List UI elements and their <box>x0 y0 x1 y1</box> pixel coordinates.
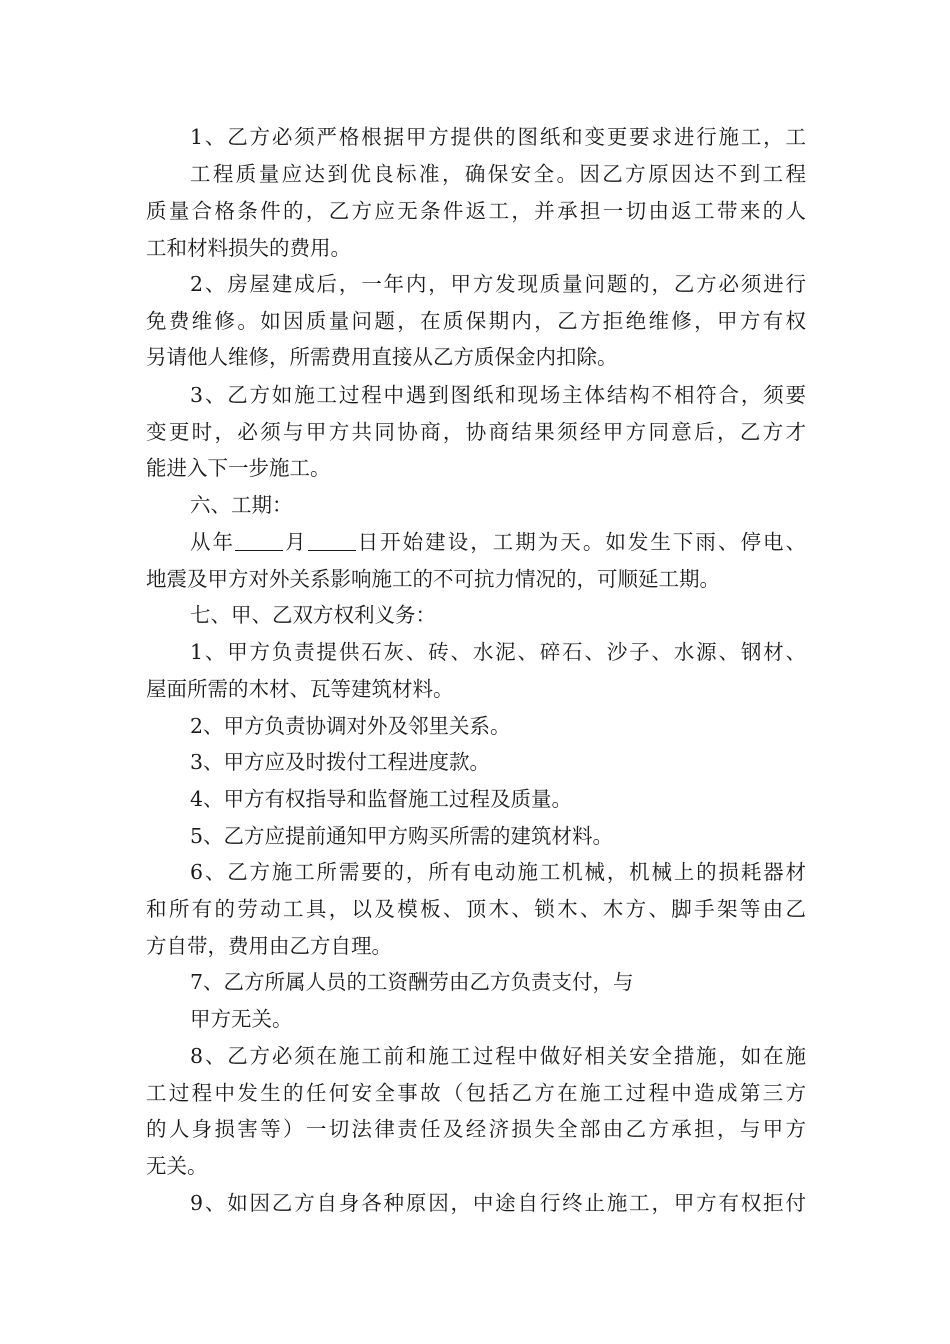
text-line: 和所有的劳动工具，以及模板、顶木、锁木、木方、脚手架等由乙 <box>146 897 806 921</box>
text-line: 6、乙方施工所需要的，所有电动施工机械，机械上的损耗器材 <box>190 860 806 884</box>
text-fragment: 月 <box>283 530 308 554</box>
text-line: 工程质量应达到优良标准，确保安全。因乙方原因达不到工程 <box>190 162 806 186</box>
text-line-with-blanks <box>190 527 806 557</box>
blank-field <box>308 530 356 551</box>
text-line: 7、乙方所属人员的工资酬劳由乙方负责支付，与 <box>190 970 634 994</box>
text-line: 1、乙方必须严格根据甲方提供的图纸和变更要求进行施工，工 <box>190 125 806 149</box>
text-line: 4、甲方有权指导和监督施工过程及质量。 <box>190 787 573 811</box>
text-line: 8、乙方必须在施工前和施工过程中做好相关安全措施，如在施 <box>190 1044 806 1068</box>
text-fragment: 日开始建设，工期为天。如发生下雨、停电、 <box>355 530 807 554</box>
text-line: 3、甲方应及时拨付工程进度款。 <box>190 750 491 774</box>
text-line: 2、房屋建成后，一年内，甲方发现质量问题的，乙方必须进行 <box>190 272 806 296</box>
blank-field <box>235 530 283 551</box>
text-line: 的人身损害等）一切法律责任及经济损失全部由乙方承担，与甲方 <box>146 1117 806 1141</box>
text-line: 工和材料损失的费用。 <box>146 236 351 260</box>
text-line: 免费维修。如因质量问题，在质保期内，乙方拒绝维修，甲方有权 <box>146 309 806 333</box>
text-line: 工过程中发生的任何安全事故（包括乙方在施工过程中造成第三方 <box>146 1081 806 1105</box>
section-heading: 七、甲、乙双方权利义务： <box>190 603 436 627</box>
text-line: 变更时，必须与甲方共同协商，协商结果须经甲方同意后，乙方才 <box>146 420 806 444</box>
text-line: 2、甲方负责协调对外及邻里关系。 <box>190 714 511 738</box>
text-line: 地震及甲方对外关系影响施工的不可抗力情况的，可顺延工期。 <box>146 567 720 591</box>
text-line: 9、如因乙方自身各种原因，中途自行终止施工，甲方有权拒付 <box>190 1191 806 1215</box>
text-line: 1、甲方负责提供石灰、砖、水泥、碎石、沙子、水源、钢材、 <box>190 640 806 664</box>
section-heading: 六、工期： <box>190 493 293 517</box>
text-line: 3、乙方如施工过程中遇到图纸和现场主体结构不相符合，须要 <box>190 383 806 407</box>
text-fragment: 从年 <box>190 530 236 554</box>
text-line: 屋面所需的木材、瓦等建筑材料。 <box>146 677 454 701</box>
text-line: 质量合格条件的，乙方应无条件返工，并承担一切由返工带来的人 <box>146 199 806 223</box>
text-line: 另请他人维修，所需费用直接从乙方质保金内扣除。 <box>146 345 618 369</box>
text-line: 无关。 <box>146 1154 208 1178</box>
text-line: 5、乙方应提前通知甲方购买所需的建筑材料。 <box>190 824 614 848</box>
text-line: 方自带，费用由乙方自理。 <box>146 934 392 958</box>
text-line: 甲方无关。 <box>190 1007 293 1031</box>
text-line: 能进入下一步施工。 <box>146 456 331 480</box>
